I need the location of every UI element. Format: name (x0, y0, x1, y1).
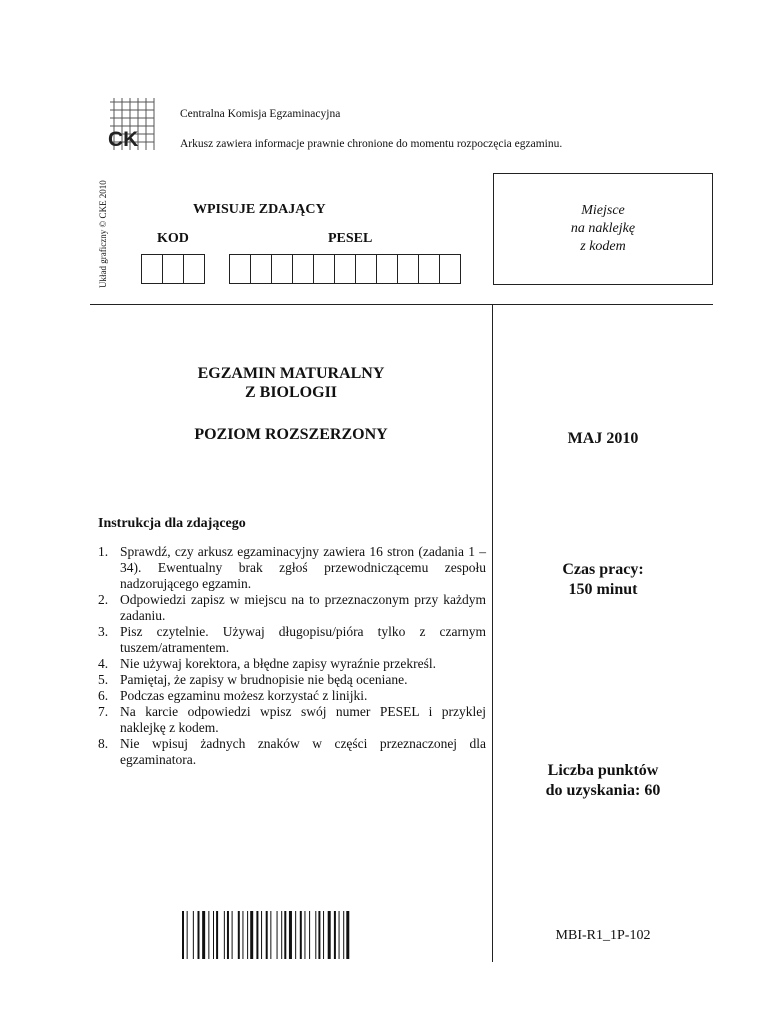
instructions-title: Instrukcja dla zdającego (98, 516, 246, 531)
list-item: 1. Sprawdź, czy arkusz egzaminacyjny zawiera 16 stron (zadania 1 – 34). Ewentualny brak zgłoś przewodniczącemu zespołu nadzorującego egzamin. (98, 544, 486, 591)
vertical-divider (492, 304, 493, 962)
work-time-value: 150 minut (568, 581, 638, 598)
organization-name: Centralna Komisja Egzaminacyjna (180, 108, 341, 120)
sticker-line: Miejsce (581, 203, 625, 218)
list-item: 5. Pamiętaj, że zapisy w brudnopisie nie będą oceniane. (98, 672, 408, 687)
digit-box[interactable] (397, 254, 419, 284)
exam-title (90, 364, 492, 402)
list-item: 6. Podczas egzaminu możesz korzystać z linijki. (98, 688, 368, 703)
list-item: 8. Nie wpisuj żadnych znaków w części przeznaczonej dla egzaminatora. (98, 736, 486, 767)
exam-level: POZIOM ROZSZERZONY (194, 426, 388, 443)
svg-text:CK: CK (108, 128, 139, 151)
pesel-label: PESEL (328, 231, 373, 246)
instructions-list (98, 544, 486, 768)
kod-label: KOD (157, 231, 189, 246)
exam-title-line: EGZAMIN MATURALNY (197, 365, 385, 382)
list-item: 2. Odpowiedzi zapisz w miejscu na to przeznaczonym przy każdym zadaniu. (98, 592, 486, 623)
candidate-fill-title: WPISUJE ZDAJĄCY (193, 202, 326, 217)
max-points (493, 761, 713, 801)
digit-box[interactable] (334, 254, 356, 284)
digit-box[interactable] (250, 254, 272, 284)
digit-box[interactable] (162, 254, 184, 284)
copyright-vertical: Układ graficzny © CKE 2010 (98, 180, 108, 288)
max-points-line: Liczba punktów (547, 762, 659, 779)
sticker-line: na naklejkę (570, 221, 636, 236)
max-points-line: do uzyskania: 60 (545, 782, 661, 799)
digit-box[interactable] (292, 254, 314, 284)
list-item: 4. Nie używaj korektora, a błędne zapisy wyraźnie przekreśl. (98, 656, 436, 671)
digit-box[interactable] (141, 254, 163, 284)
digit-box[interactable] (418, 254, 440, 284)
list-item: 3. Pisz czytelnie. Używaj długopisu/pióra tylko z czarnym tuszem/atramentem. (98, 624, 486, 655)
sticker-area (493, 173, 713, 285)
work-time-label: Czas pracy: (562, 561, 644, 578)
digit-box[interactable] (313, 254, 335, 284)
legal-notice: Arkusz zawiera informacje prawnie chronione do momentu rozpoczęcia egzaminu. (180, 138, 563, 150)
digit-box[interactable] (183, 254, 205, 284)
exam-session: MAJ 2010 (567, 430, 639, 447)
work-time (493, 560, 713, 600)
cke-logo (102, 96, 160, 154)
barcode-image (182, 911, 402, 959)
pesel-boxes[interactable] (229, 254, 460, 284)
exam-title-line: Z BIOLOGII (244, 384, 338, 401)
sheet-code: MBI-R1_1P-102 (555, 928, 651, 943)
horizontal-divider (90, 304, 713, 305)
list-item: 7. Na karcie odpowiedzi wpisz swój numer PESEL i przyklej naklejkę z kodem. (98, 704, 486, 735)
digit-box[interactable] (229, 254, 251, 284)
sticker-line: z kodem (580, 239, 626, 254)
digit-box[interactable] (355, 254, 377, 284)
digit-box[interactable] (271, 254, 293, 284)
digit-box[interactable] (376, 254, 398, 284)
digit-box[interactable] (439, 254, 461, 284)
kod-boxes[interactable] (141, 254, 204, 284)
